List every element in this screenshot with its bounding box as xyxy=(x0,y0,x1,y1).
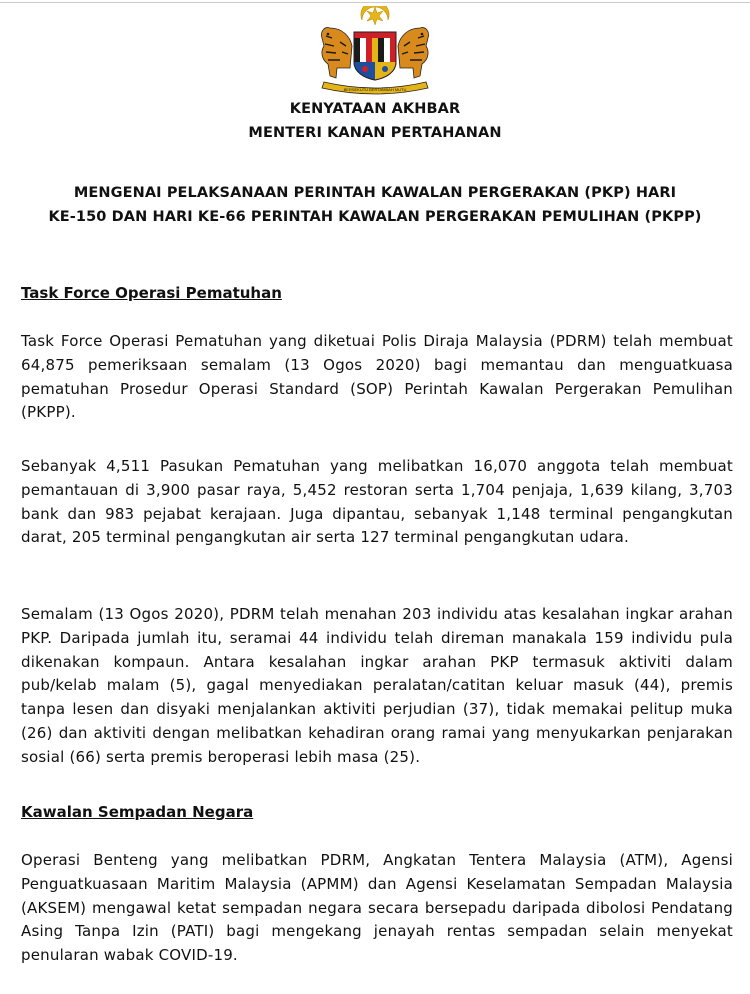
coat-of-arms xyxy=(310,6,440,96)
subject-line-1: MENGENAI PELAKSANAAN PERINTAH KAWALAN PERGERAKAN (PKP) HARI xyxy=(73,185,677,201)
left-tiger-icon xyxy=(321,28,352,78)
motto-text: BERSEKUTU BERTAMBAH MUTU xyxy=(343,87,407,92)
subject-line-2: KE-150 DAN HARI KE-66 PERINTAH KAWALAN PERGERAKAN PEMULIHAN (PKPP) xyxy=(48,209,702,225)
paragraph: Sebanyak 4,511 Pasukan Pematuhan yang melibatkan 16,070 anggota telah membuat pemantauan di 3,900 pasar raya, 5,452 restoran serta 1,704 penjaja, 1,639 kilang, 3,703 bank dan 983 pejabat kerajaan. Juga dipantau, sebanyak 1,148 terminal pengangkutan darat, 205 terminal pengangkutan air serta 127 terminal pengangkutan udara. xyxy=(21,457,733,547)
title-line-2: MENTERI KANAN PERTAHANAN xyxy=(248,125,502,141)
right-tiger-icon xyxy=(398,28,429,78)
paragraph: Task Force Operasi Pematuhan yang diketuai Polis Diraja Malaysia (PDRM) telah membuat 64,875 pemeriksaan semalam (13 Ogos 2020) bagi memantau dan menguatkuasa pematuhan Prosedur Operasi Standard (SOP) Perintah Kawalan Pergerakan Pemulihan (PKPP). xyxy=(21,332,733,422)
section-heading: Task Force Operasi Pematuhan xyxy=(21,284,282,302)
star-icon xyxy=(367,7,383,25)
section-task-force xyxy=(21,282,733,304)
statement-subject xyxy=(0,181,750,229)
coat-of-arms-graphic xyxy=(310,6,440,96)
shield-icon xyxy=(354,32,396,80)
task-force-paragraph-3 xyxy=(21,603,733,770)
press-statement-title xyxy=(0,97,750,145)
border-control-paragraph-1 xyxy=(21,849,733,968)
section-heading: Kawalan Sempadan Negara xyxy=(21,803,254,821)
paragraph: Semalam (13 Ogos 2020), PDRM telah menahan 203 individu atas kesalahan ingkar arahan PKP. Daripada jumlah itu, seramai 44 individu telah direman manakala 159 individu pula dikenakan kompaun. Antara kesalahan ingkar arahan PKP termasuk aktiviti dalam pub/kelab malam (5), gagal menyediakan peralatan/catitan keluar masuk (44), premis tanpa lesen dan disyaki menjalankan aktiviti perjudian (37), tidak memakai pelitup muka (26) dan aktiviti dengan melibatkan kehadiran orang ramai yang menyukarkan penjarakan sosial (66) serta premis beroperasi lebih masa (25). xyxy=(21,605,733,766)
motto-scroll xyxy=(322,82,428,94)
top-border-line xyxy=(0,2,750,3)
paragraph: Operasi Benteng yang melibatkan PDRM, Angkatan Tentera Malaysia (ATM), Agensi Penguatkuasaan Maritim Malaysia (APMM) dan Agensi Keselamatan Sempadan Malaysia (AKSEM) mengawal ketat sempadan negara secara bersepadu daripada dibolosi Pendatang Asing Tanpa Izin (PATI) bagi mengekang jenayah rentas sempadan selain menyekat penularan wabak COVID-19. xyxy=(21,851,733,965)
task-force-paragraph-2 xyxy=(21,455,733,550)
task-force-paragraph-1 xyxy=(21,330,733,425)
title-line-1: KENYATAAN AKHBAR xyxy=(289,101,461,117)
section-border-control xyxy=(21,801,733,823)
